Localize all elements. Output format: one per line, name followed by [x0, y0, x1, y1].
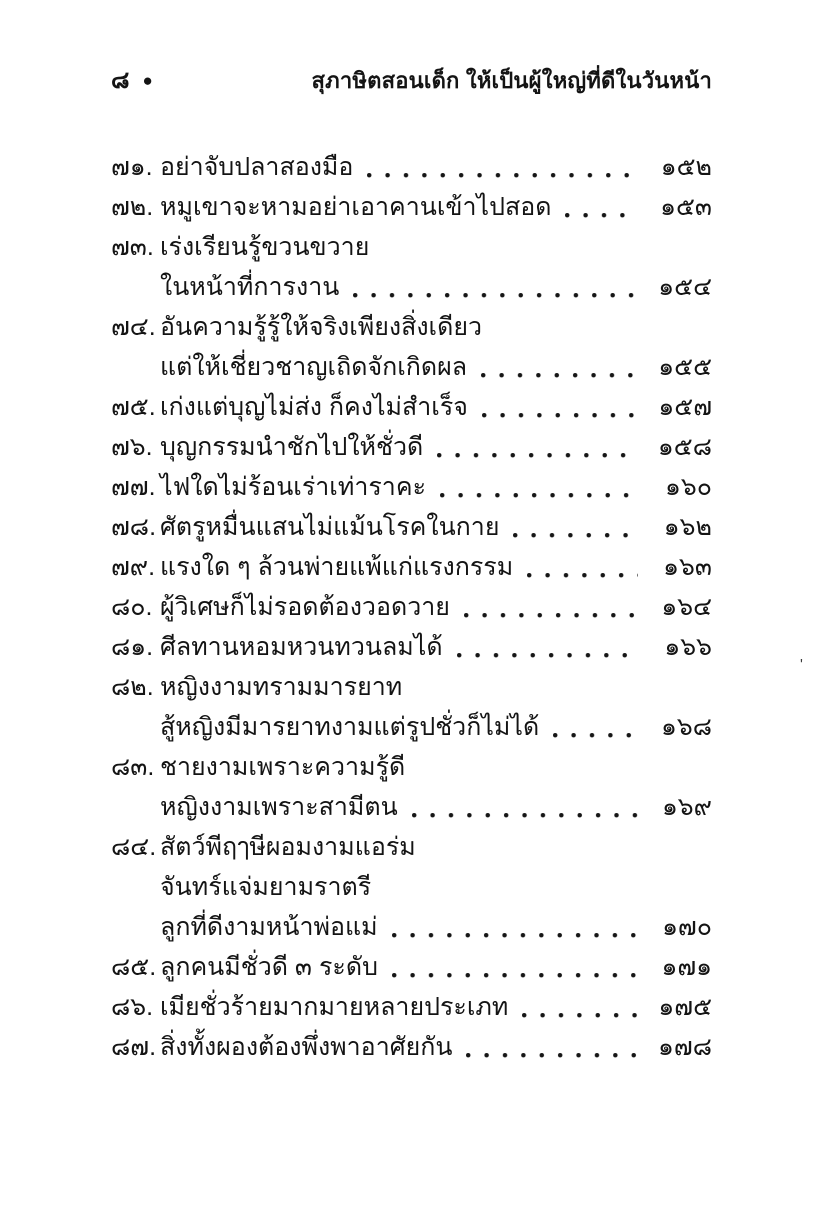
- toc-entry-title: จันทร์แจ่มยามราตรี: [160, 873, 372, 901]
- toc-entry: [111, 427, 712, 467]
- toc-line: [111, 867, 712, 907]
- toc-entry-title: หญิงงามเพราะสามีตน: [160, 793, 398, 821]
- toc-line: [111, 347, 712, 387]
- toc-entry-number: ๘๗.: [111, 1033, 157, 1061]
- toc-entry-number: ๗๘.: [111, 513, 157, 541]
- dot-leader: [453, 627, 638, 667]
- toc-line: [111, 627, 712, 667]
- dot-leader: [433, 427, 638, 467]
- toc-entry: [111, 667, 712, 747]
- toc-entry-number: ๘๕.: [111, 953, 157, 981]
- toc-page-number: ๑๖๒: [663, 513, 712, 541]
- toc-entry-title: หญิงงามทรามมารยาท: [160, 673, 403, 701]
- dot-leader: [509, 507, 638, 547]
- toc-line: [111, 907, 712, 947]
- toc-entry-title: เร่งเรียนรู้ขวนขวาย: [160, 233, 370, 261]
- dot-leader: [363, 147, 638, 187]
- toc-entry-title: อย่าจับปลาสองมือ: [160, 153, 354, 181]
- toc-entry-title: หมูเขาจะหามอย่าเอาคานเข้าไปสอด: [160, 193, 552, 221]
- toc-entry-number: ๗๔.: [111, 313, 156, 341]
- toc-entry: [111, 827, 712, 947]
- toc-entry-title: ศีลทานหอมหวนทวนลมได้: [160, 633, 443, 661]
- toc-line: [111, 947, 712, 987]
- toc-entry-title: เก่งแต่บุญไม่ส่ง ก็คงไม่สำเร็จ: [160, 393, 468, 421]
- toc-entry: [111, 227, 712, 307]
- toc-entry: [111, 987, 712, 1027]
- toc-entry: [111, 1027, 712, 1067]
- toc-page-number: ๑๖๘: [660, 713, 712, 741]
- toc-list: [111, 147, 712, 1067]
- toc-entry: [111, 467, 712, 507]
- toc-entry: [111, 187, 712, 227]
- toc-entry: [111, 387, 712, 427]
- toc-entry-title: แต่ให้เชี่ยวชาญเถิดจักเกิดผล: [160, 353, 468, 381]
- toc-line: [111, 507, 712, 547]
- toc-page-number: ๑๗๕: [658, 993, 712, 1021]
- toc-entry-number: ๗๒.: [111, 193, 154, 221]
- toc-entry: [111, 587, 712, 627]
- toc-line: [111, 667, 712, 707]
- toc-entry-number: ๘๐.: [111, 593, 153, 621]
- dot-leader: [388, 947, 638, 987]
- dot-leader: [349, 267, 638, 307]
- toc-page-number: ๑๕๒: [660, 153, 712, 181]
- toc-entry: [111, 147, 712, 187]
- toc-page-number: ๑๗๑: [661, 953, 712, 981]
- toc-line: [111, 987, 712, 1027]
- toc-entry-number: ๗๙.: [111, 553, 156, 581]
- toc-page-number: ๑๖๐: [665, 473, 712, 501]
- toc-entry: [111, 947, 712, 987]
- toc-line: [111, 587, 712, 627]
- toc-entry: [111, 627, 712, 667]
- toc-line: [111, 187, 712, 227]
- toc-entry-number: ๘๒.: [111, 673, 154, 701]
- toc-page-number: ๑๕๓: [660, 193, 712, 221]
- toc-page-number: ๑๖๖: [664, 633, 712, 661]
- toc-entry-title: ลูกที่ดีงามหน้าพ่อแม่: [160, 913, 378, 941]
- toc-entry-title: สิ่งทั้งผองต้องพึ่งพาอาศัยกัน: [160, 1033, 453, 1061]
- dot-leader: [462, 1027, 638, 1067]
- toc-line: [111, 467, 712, 507]
- toc-entry: [111, 307, 712, 387]
- page-number: ๘: [111, 67, 130, 94]
- toc-page-number: ๑๖๙: [661, 793, 712, 821]
- bullet-icon: ●: [142, 71, 153, 90]
- toc-page-number: ๑๕๔: [658, 273, 712, 301]
- toc-line: [111, 267, 712, 307]
- toc-entry-number: ๘๔.: [111, 833, 157, 861]
- toc-entry-title: ศัตรูหมื่นแสนไม่แม้นโรคในกาย: [160, 513, 500, 541]
- dot-leader: [518, 987, 638, 1027]
- toc-entry-number: ๘๑.: [111, 633, 154, 661]
- toc-page-number: ๑๖๓: [663, 553, 712, 581]
- toc-entry: [111, 747, 712, 827]
- dot-leader: [523, 547, 638, 587]
- toc-entry-number: ๗๓.: [111, 233, 154, 261]
- dot-leader: [477, 347, 638, 387]
- dot-leader: [478, 387, 638, 427]
- toc-entry-number: ๘๖.: [111, 993, 154, 1021]
- toc-entry-number: ๗๕.: [111, 393, 156, 421]
- folio: [111, 60, 153, 99]
- running-header: [111, 60, 712, 99]
- toc-entry-number: ๗๑.: [111, 153, 153, 181]
- toc-entry-title: แรงใด ๆ ล้วนพ่ายแพ้แก่แรงกรรม: [160, 553, 514, 581]
- toc-entry: [111, 547, 712, 587]
- toc-entry-title: อันความรู้รู้ให้จริงเพียงสิ่งเดียว: [160, 313, 483, 341]
- print-artifact: ': [800, 656, 803, 673]
- toc-entry-title: ผู้วิเศษก็ไม่รอดต้องวอดวาย: [160, 593, 450, 621]
- toc-line: [111, 547, 712, 587]
- toc-line: [111, 307, 712, 347]
- toc-entry-number: ๘๓.: [111, 753, 155, 781]
- dot-leader: [460, 587, 638, 627]
- toc-page-number: ๑๕๘: [657, 433, 712, 461]
- toc-line: [111, 1027, 712, 1067]
- toc-line: [111, 747, 712, 787]
- dot-leader: [408, 787, 638, 827]
- toc-entry-title: บุญกรรมนำชักไปให้ชั่วดี: [160, 433, 424, 461]
- toc-entry-title: เมียชั่วร้ายมากมายหลายประเภท: [160, 993, 509, 1021]
- toc-line: [111, 227, 712, 267]
- toc-page-number: ๑๗๐: [662, 913, 712, 941]
- toc-page-number: ๑๕๕: [658, 353, 712, 381]
- toc-line: [111, 427, 712, 467]
- toc-line: [111, 147, 712, 187]
- toc-entry-title: สัตว์พีฤๅษีผอมงามแอร่ม: [160, 833, 416, 861]
- toc-entry-title: สู้หญิงมีมารยาทงามแต่รูปชั่วก็ไม่ได้: [160, 713, 540, 741]
- toc-line: [111, 387, 712, 427]
- toc-entry-title: ลูกคนมีชั่วดี ๓ ระดับ: [160, 953, 378, 981]
- toc-line: [111, 707, 712, 747]
- toc-entry-number: ๗๖.: [111, 433, 153, 461]
- toc-line: [111, 787, 712, 827]
- toc-page-number: ๑๗๘: [658, 1033, 712, 1061]
- toc-entry-title: ไฟใดไม่ร้อนเร่าเท่าราคะ: [160, 473, 426, 501]
- toc-entry: [111, 507, 712, 547]
- dot-leader: [549, 707, 638, 747]
- running-title: สุภาษิตสอนเด็ก ให้เป็นผู้ใหญ่ที่ดีในวันหน้า: [311, 68, 712, 93]
- dot-leader: [561, 187, 638, 227]
- toc-page-number: ๑๖๔: [661, 593, 712, 621]
- toc-entry-title: ในหน้าที่การงาน: [160, 273, 340, 301]
- toc-page-number: ๑๕๗: [658, 393, 712, 421]
- toc-line: [111, 827, 712, 867]
- toc-entry-number: ๗๗.: [111, 473, 156, 501]
- dot-leader: [436, 467, 638, 507]
- toc-entry-title: ชายงามเพราะความรู้ดี: [160, 753, 406, 781]
- dot-leader: [388, 907, 638, 947]
